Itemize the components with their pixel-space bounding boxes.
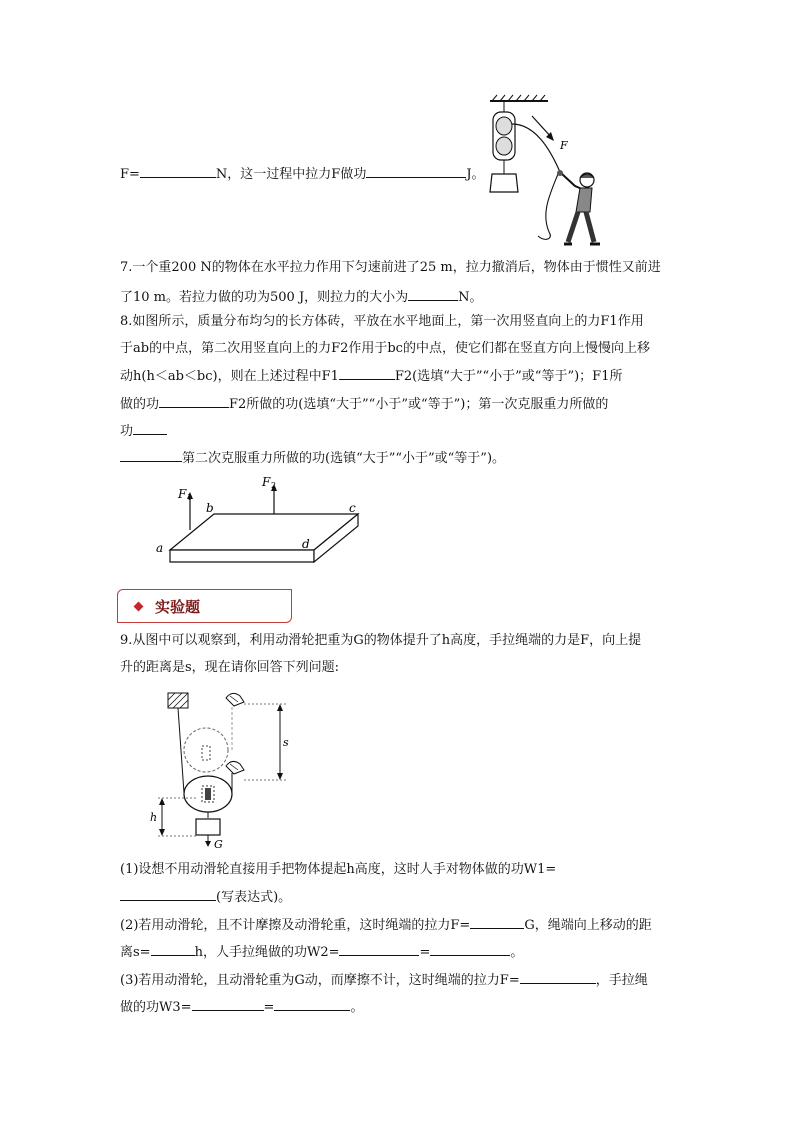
q9-sub3-text-a: (3)若用动滑轮，且动滑轮重为G动，而摩擦不计，这时绳端的拉力F= xyxy=(120,973,520,988)
q9-sub1-line-2 xyxy=(120,888,291,906)
q8-line-3 xyxy=(120,367,622,385)
q6-prefix: F= xyxy=(120,167,140,182)
q9-sub2-text-a: (2)若用动滑轮，且不计摩擦及动滑轮重，这时绳端的拉力F= xyxy=(120,918,471,933)
brick-f2-sub: 2 xyxy=(271,481,277,490)
brick-label-a: a xyxy=(156,541,164,555)
q7-text-a: 了10 m。若拉力做的功为500 J，则拉力的大小为 xyxy=(120,290,409,305)
fig-label-f: F xyxy=(560,139,568,152)
q8-line-6 xyxy=(120,449,505,467)
q8-text-4a: 做的功 xyxy=(120,397,160,412)
q9-sub2-text-e: = xyxy=(419,945,431,960)
q9-blank-f[interactable] xyxy=(470,916,524,929)
q8-text-5: 功 xyxy=(120,424,134,439)
q9-blank-w2-a[interactable] xyxy=(339,943,419,956)
brick-f1-sub: 1 xyxy=(187,493,193,502)
brick-f2-label: F xyxy=(262,475,271,489)
brick-figure xyxy=(150,472,370,572)
q9-sub3-text-d: = xyxy=(263,1000,275,1015)
hand-lower-icon xyxy=(226,761,244,774)
q8-blank-force-compare[interactable] xyxy=(339,367,395,380)
q8-text-6: 第二次克服重力所做的功(选镇“大于”“小于”或“等于”)。 xyxy=(182,451,506,466)
q9-line-2: 升的距离是s，现在请你回答下列问题: xyxy=(120,660,340,675)
q9-sub3-line-2 xyxy=(120,998,363,1016)
q9-sub3-text-b: ，手拉绳 xyxy=(595,973,648,988)
q9-sub1-suffix: (写表达式)。 xyxy=(216,890,292,905)
q7-blank-force[interactable] xyxy=(408,288,458,301)
q9-blank-w3-b[interactable] xyxy=(274,998,350,1011)
q9-sub3-line-1 xyxy=(120,971,648,989)
q9-sub1-line-1: (1)设想不用动滑轮直接用手把物体提起h高度，这时人手对物体做的功W1= xyxy=(120,862,557,877)
q8-line-2: 于ab的中点，第二次用竖直向上的力F2作用于bc的中点，使它们都在竖直方向上慢慢向上移 xyxy=(120,341,650,356)
section-header-experiment xyxy=(117,589,292,623)
q6-blank-work[interactable] xyxy=(366,165,466,178)
hand-upper-icon xyxy=(226,693,244,706)
q6-unit-n: N，这一过程中拉力F做功 xyxy=(215,167,367,182)
movable-pulley-figure xyxy=(140,688,310,851)
q8-text-3b: F2(选填“大于”“小于”或“等于”)；F1所 xyxy=(394,369,623,384)
brick-label-d: d xyxy=(302,537,310,551)
q9-line-1: 9.从图中可以观察到，利用动滑轮把重为G的物体提升了h高度，手拉绳端的力是F，向上提 xyxy=(120,633,642,648)
q8-blank-gravity-work-b[interactable] xyxy=(120,449,182,462)
q8-blank-work-compare[interactable] xyxy=(159,395,229,408)
q8-line-1: 8.如图所示，质量分布均匀的长方体砖，平放在水平地面上，第一次用竖直向上的力F1作用 xyxy=(120,314,644,329)
q9-sub3-text-e: 。 xyxy=(350,1000,364,1015)
section-title: 实验题 xyxy=(155,598,201,616)
q8-line-4 xyxy=(120,395,608,413)
q8-blank-gravity-work-a[interactable] xyxy=(133,422,167,435)
pulley-label-h: h xyxy=(150,811,158,824)
q6-answer-line xyxy=(120,165,485,183)
pulley-label-s: s xyxy=(283,736,289,749)
q7-line-2 xyxy=(120,288,483,306)
q6-unit-j: J。 xyxy=(466,167,485,182)
brick-label-c: c xyxy=(349,501,356,515)
q8-text-3a: 动h(h＜ab＜bc)，则在上述过程中F1 xyxy=(120,369,339,384)
brick-f1-label: F xyxy=(178,487,187,501)
q8-text-4b: F2所做的功(选填“大于”“小于”或“等于”)；第一次克服重力所做的 xyxy=(229,397,609,412)
q9-sub3-text-c: 做的功W3= xyxy=(120,1000,192,1015)
q9-sub2-text-f: 。 xyxy=(510,945,524,960)
q7-text-b: N。 xyxy=(458,290,483,305)
q9-blank-s[interactable] xyxy=(151,943,195,956)
pulley-man-figure xyxy=(480,94,610,246)
q9-sub2-text-d: h，人手拉绳做的功W2= xyxy=(194,945,340,960)
q9-sub2-text-c: 离s= xyxy=(120,945,151,960)
diamond-bullet-icon xyxy=(134,602,144,612)
pulley-label-g: G xyxy=(214,838,223,851)
q9-sub2-line-2 xyxy=(120,943,523,961)
q9-blank-w2-b[interactable] xyxy=(430,943,510,956)
q9-blank-f3[interactable] xyxy=(520,971,596,984)
q8-line-5 xyxy=(120,422,167,440)
q6-blank-force[interactable] xyxy=(140,165,216,178)
brick-label-b: b xyxy=(206,501,214,515)
q9-sub2-line-1 xyxy=(120,916,652,934)
q9-blank-w1[interactable] xyxy=(120,888,216,901)
q9-blank-w3-a[interactable] xyxy=(192,998,264,1011)
q9-sub2-text-b: G，绳端向上移动的距 xyxy=(524,918,652,933)
q7-line-1: 7.一个重200 N的物体在水平拉力作用下匀速前进了25 m，拉力撤消后，物体由于惯性又前进 xyxy=(120,260,661,275)
